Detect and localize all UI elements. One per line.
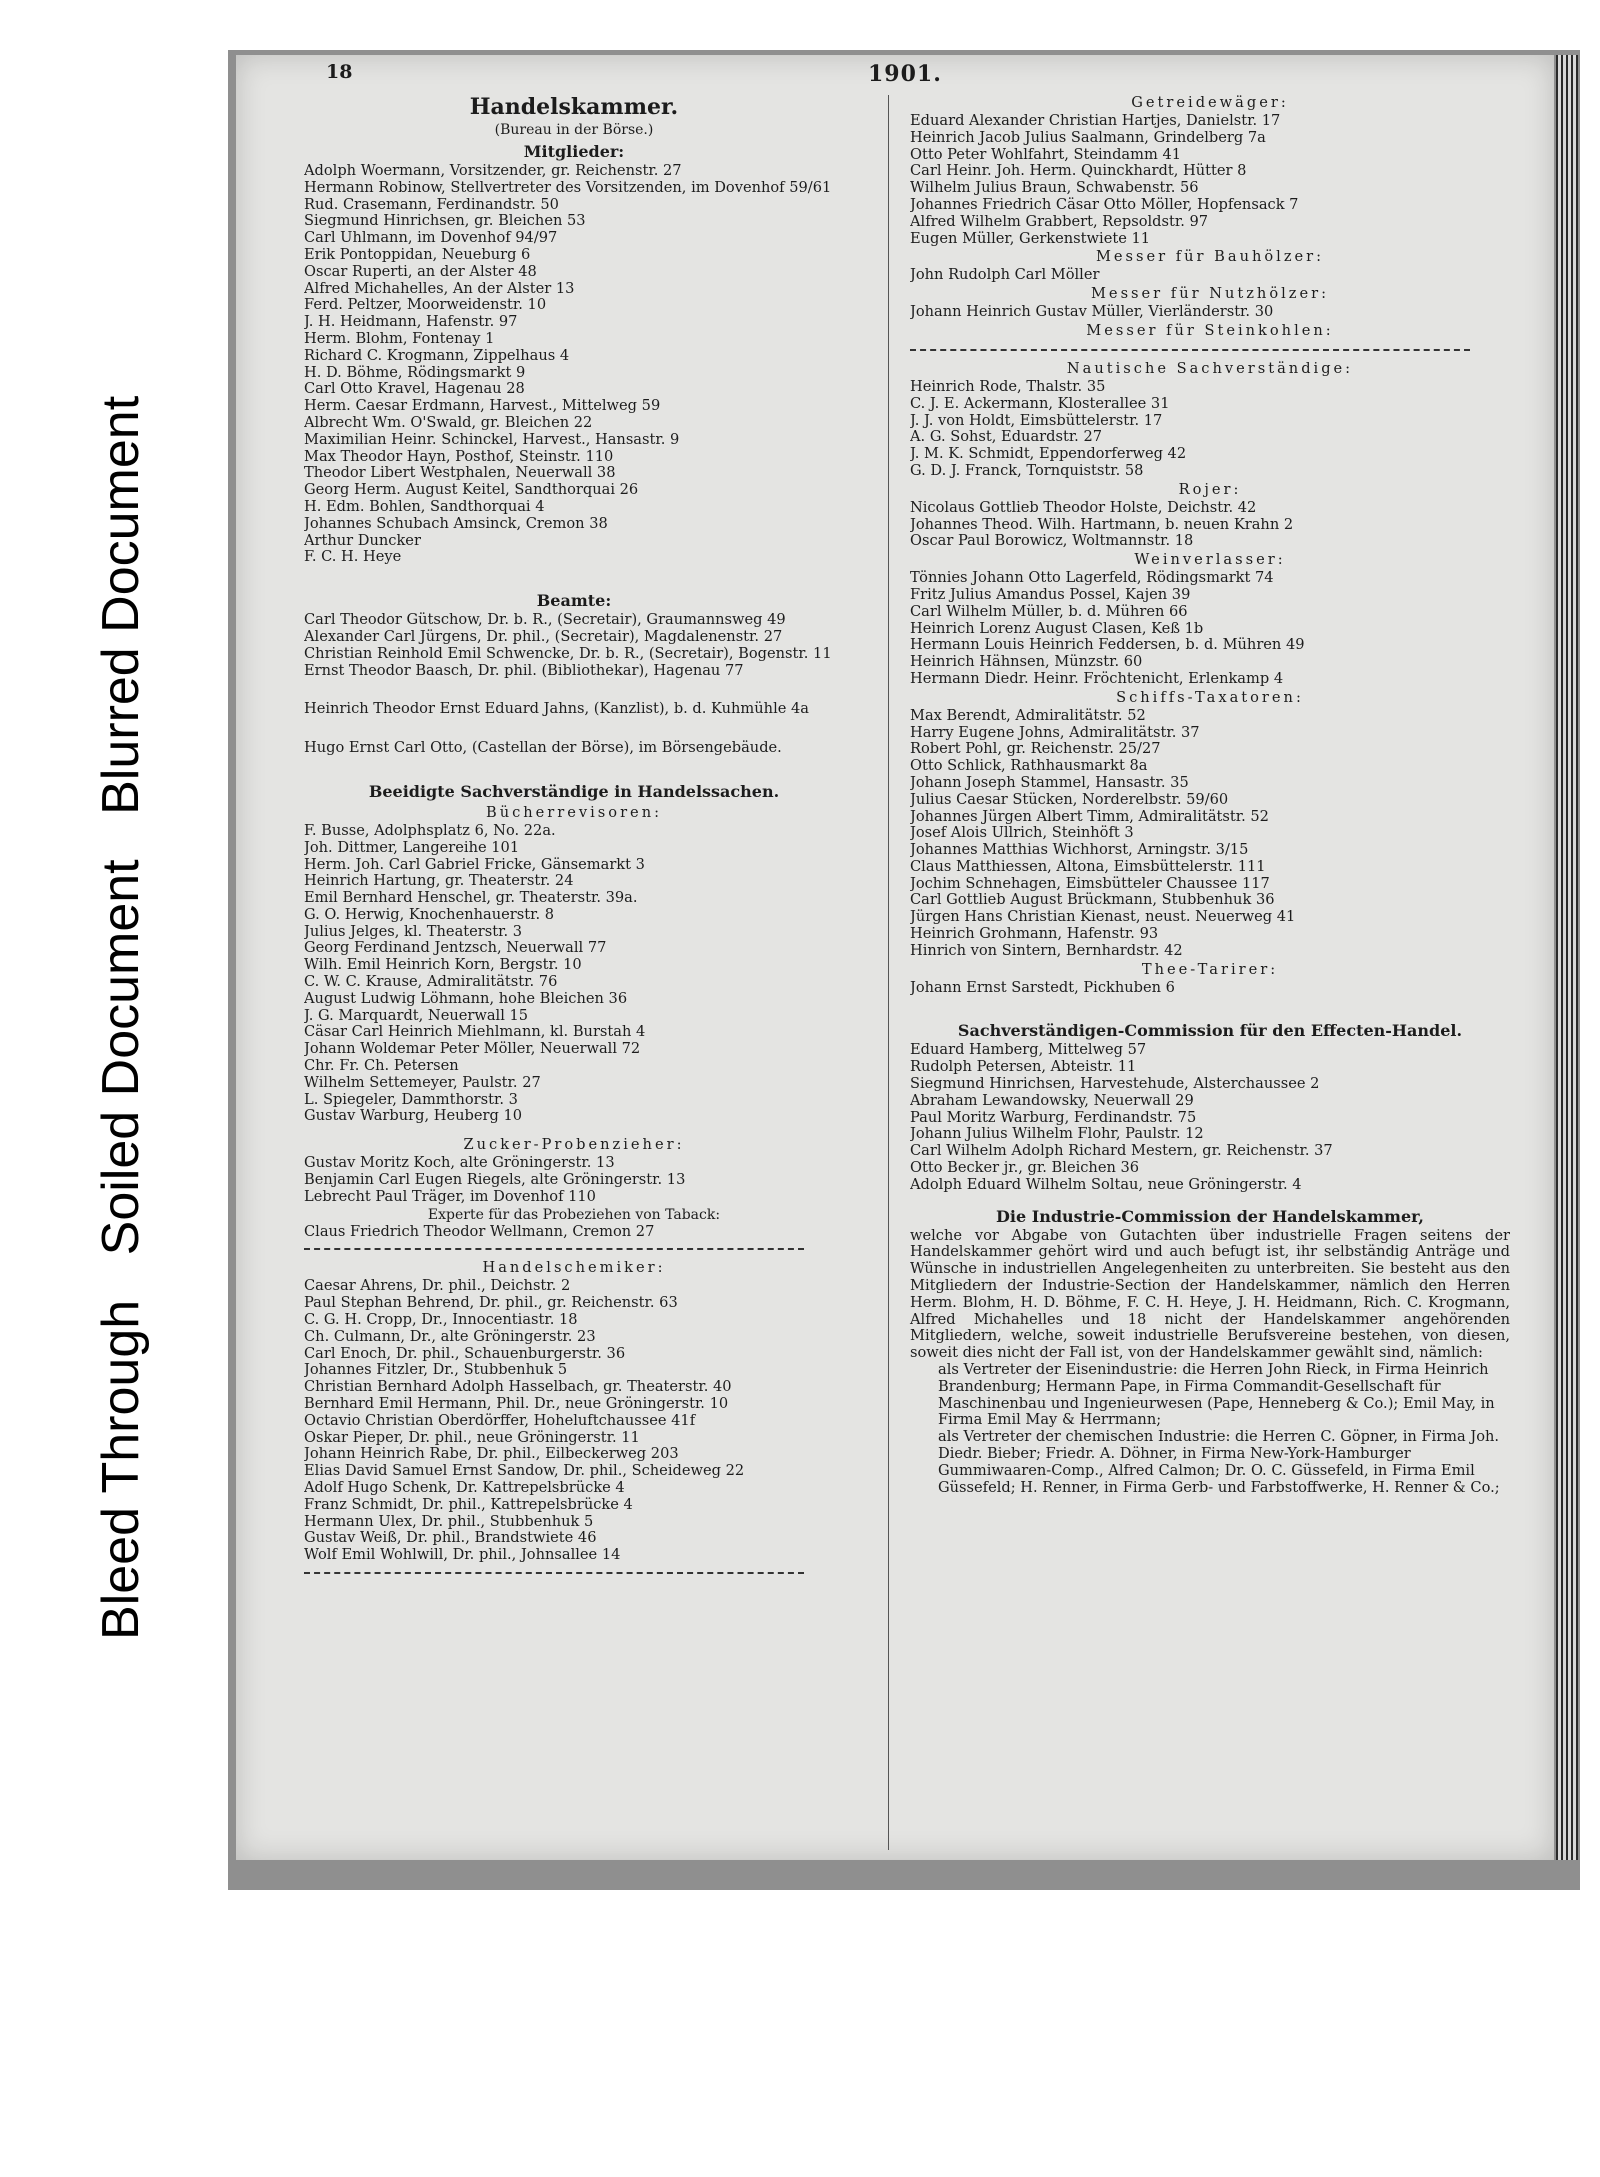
list-item: Carl Heinr. Joh. Herm. Quinckhardt, Hütter 8 xyxy=(910,163,1247,180)
industrie-text: welche vor Abgabe von Gutachten über industrielle Fragen seitens der Handelskammer gehört wird und auch befugt ist, ihr selbständig Anträge und Wünsche in industriellen Angelegenheiten zu unterbreiten. Sie besteht aus den Mitgliedern der Industrie-Section der Handelskammer, nämlich den Herren Herm. Blohm, H. D. Böhme, F. C. H. Heye, J. H. Heidmann, Rich. C. Krogmann, Alfred Michahelles und 18 nicht der Handelskammer angehörenden Mitgliedern, welche, soweit industrielle Berufsvereine bestehen, von diesen, soweit dies nicht der Fall ist, von der Handelskammer gewählt sind, nämlich: xyxy=(910,1226,1510,1362)
list-item: Elias David Samuel Ernst Sandow, Dr. phil., Scheideweg 22 xyxy=(304,1463,745,1480)
dashed-rule-bottom xyxy=(304,1572,804,1574)
list-item: Emil Bernhard Henschel, gr. Theaterstr. 39a. xyxy=(304,890,638,907)
list-item: als Vertreter der Eisenindustrie: die Herren John Rieck, in Firma Heinrich Brandenburg; Hermann Pape, in Firma Commandit-Gesellschaft für Maschinenbau und Ingenieurwesen (Pape, Henneberg & Co.); Emil May, in Firma Emil May & Herrmann; xyxy=(938,1361,1495,1429)
heading-taxatoren: Schiffs-Taxatoren: xyxy=(1116,688,1304,706)
heading-buecherrevisoren: Bücherrevisoren: xyxy=(485,803,663,821)
list-item: Robert Pohl, gr. Reichenstr. 25/27 xyxy=(910,741,1161,758)
list-item: Hermann Louis Heinrich Feddersen, b. d. Mühren 49 xyxy=(910,637,1305,654)
list-nautisch xyxy=(910,379,1510,480)
list-item: Georg Ferdinand Jentzsch, Neuerwall 77 xyxy=(304,940,607,957)
section-subtitle: (Bureau in der Börse.) xyxy=(494,122,654,138)
list-item: Jochim Schnehagen, Eimsbütteler Chaussee 117 xyxy=(910,875,1270,892)
label-soiled-document: Soiled Document xyxy=(92,859,150,1256)
list-item: Harry Eugene Johns, Admiralitätstr. 37 xyxy=(910,724,1200,741)
list-item: Benjamin Carl Eugen Riegels, alte Gröningerstr. 13 xyxy=(304,1172,686,1189)
list-item: Hermann Robinow, Stellvertreter des Vorsitzenden, im Dovenhof 59/61 xyxy=(304,179,832,196)
list-getreide xyxy=(910,113,1510,247)
list-item: Hinrich von Sintern, Bernhardstr. 42 xyxy=(910,942,1183,959)
list-item: Max Berendt, Admiralitätstr. 52 xyxy=(910,707,1146,724)
list-item: Heinrich Rode, Thalstr. 35 xyxy=(910,378,1106,395)
list-item: Carl Wilhelm Adolph Richard Mestern, gr. Reichenstr. 37 xyxy=(910,1143,1333,1160)
list-item: Johannes Jürgen Albert Timm, Admiralitätstr. 52 xyxy=(910,808,1269,825)
list-item: Heinrich Jacob Julius Saalmann, Grindelberg 7a xyxy=(910,129,1266,146)
heading-industrie: Die Industrie-Commission der Handelskammer, xyxy=(996,1206,1424,1226)
heading-bauhoelzer: Messer für Bauhölzer: xyxy=(1095,248,1325,266)
list-item: Johannes Schubach Amsinck, Cremon 38 xyxy=(304,515,608,532)
entry-castellan: Hugo Ernst Carl Otto, (Castellan der Börse), im Börsengebäude. xyxy=(304,740,782,757)
list-item: Wilhelm Julius Braun, Schwabenstr. 56 xyxy=(910,180,1199,197)
list-item: Franz Schmidt, Dr. phil., Kattrepelsbrücke 4 xyxy=(304,1496,633,1513)
label-bleed-through: Bleed Through xyxy=(92,1299,150,1640)
dashed-rule-steinkohlen xyxy=(910,349,1470,351)
list-item: G. O. Herwig, Knochenhauerstr. 8 xyxy=(304,906,555,923)
page-number: 18 xyxy=(326,61,353,83)
list-commission xyxy=(910,1042,1510,1193)
list-item: Chr. Fr. Ch. Petersen xyxy=(304,1058,459,1075)
list-item: Oscar Ruperti, an der Alster 48 xyxy=(304,263,537,280)
list-item: Johann Julius Wilhelm Flohr, Paulstr. 12 xyxy=(910,1126,1204,1143)
list-item: G. D. J. Franck, Tornquiststr. 58 xyxy=(910,462,1144,479)
list-item: Siegmund Hinrichsen, gr. Bleichen 53 xyxy=(304,213,586,230)
list-item: Claus Matthiessen, Altona, Eimsbüttelerstr. 111 xyxy=(910,858,1266,875)
list-item: Johannes Matthias Wichhorst, Arningstr. 3/15 xyxy=(910,842,1249,859)
list-buecherrevisoren xyxy=(304,823,844,1125)
list-item: Carl Otto Kravel, Hagenau 28 xyxy=(304,381,525,398)
list-item: Lebrecht Paul Träger, im Dovenhof 110 xyxy=(304,1188,596,1205)
list-mitglieder xyxy=(304,163,844,566)
list-item: Tönnies Johann Otto Lagerfeld, Rödingsmarkt 74 xyxy=(910,570,1274,587)
list-item: Theodor Libert Westphalen, Neuerwall 38 xyxy=(304,465,616,482)
column-divider xyxy=(888,95,889,1850)
list-weinverlasser xyxy=(910,570,1510,688)
list-item: Ernst Theodor Baasch, Dr. phil. (Bibliothekar), Hagenau 77 xyxy=(304,662,744,679)
document-page xyxy=(236,55,1554,1860)
page-year: 1901. xyxy=(868,61,942,87)
heading-weinverlasser: Weinverlasser: xyxy=(1134,551,1286,569)
heading-zucker: Zucker-Probenzieher: xyxy=(463,1136,685,1154)
page-edge xyxy=(1556,55,1578,1860)
list-item: Hermann Diedr. Heinr. Fröchtenicht, Erlenkamp 4 xyxy=(910,670,1284,687)
list-item: Eduard Alexander Christian Hartjes, Danielstr. 17 xyxy=(910,113,1281,129)
list-nutzhoelzer xyxy=(910,304,1510,321)
list-item: Georg Herm. August Keitel, Sandthorquai 26 xyxy=(304,482,639,499)
list-item: J. J. von Holdt, Eimsbüttelerstr. 17 xyxy=(910,412,1163,429)
list-item: Abraham Lewandowsky, Neuerwall 29 xyxy=(910,1092,1194,1109)
list-item: Eduard Hamberg, Mittelweg 57 xyxy=(910,1042,1147,1059)
entry-kanzlist: Heinrich Theodor Ernst Eduard Jahns, (Kanzlist), b. d. Kuhmühle 4a xyxy=(304,701,810,718)
list-item: H. Edm. Bohlen, Sandthorquai 4 xyxy=(304,498,545,515)
list-item: Adolph Woermann, Vorsitzender, gr. Reichenstr. 27 xyxy=(304,163,682,179)
list-item: Christian Bernhard Adolph Hasselbach, gr. Theaterstr. 40 xyxy=(304,1379,732,1396)
list-item: Cäsar Carl Heinrich Miehlmann, kl. Burstah 4 xyxy=(304,1024,646,1041)
list-item: Albrecht Wm. O'Swald, gr. Bleichen 22 xyxy=(304,414,593,431)
list-item: A. G. Sohst, Eduardstr. 27 xyxy=(910,429,1103,446)
list-item: als Vertreter der chemischen Industrie: die Herren C. Göpner, in Firma Joh. Diedr. Bieber; Friedr. A. Döhner, in Firma New-York-Hamburger Gummiwaaren-Comp., Alfred Calmon; Dr. O. C. Güssefeld, in Firma Emil Güssefeld; H. Renner, in Firma Gerb- und Farbstoffwerke, H. Renner & Co.; xyxy=(938,1428,1500,1496)
list-item: Arthur Duncker xyxy=(304,532,421,549)
list-item: Eugen Müller, Gerkenstwiete 11 xyxy=(910,230,1151,247)
list-item: John Rudolph Carl Möller xyxy=(910,267,1100,284)
list-item: Johannes Friedrich Cäsar Otto Möller, Hopfensack 7 xyxy=(910,196,1299,213)
list-item: L. Spiegeler, Dammthorstr. 3 xyxy=(304,1091,518,1108)
list-bauhoelzer xyxy=(910,267,1510,284)
list-item: Oscar Paul Borowicz, Woltmannstr. 18 xyxy=(910,533,1194,550)
list-item: Erik Pontoppidan, Neueburg 6 xyxy=(304,246,531,263)
list-item: Gustav Weiß, Dr. phil., Brandstwiete 46 xyxy=(304,1530,597,1547)
list-item: Johann Joseph Stammel, Hansastr. 35 xyxy=(910,774,1189,791)
list-item: Carl Wilhelm Müller, b. d. Mühren 66 xyxy=(910,603,1188,620)
list-zucker xyxy=(304,1155,844,1205)
list-item: Hermann Ulex, Dr. phil., Stubbenhuk 5 xyxy=(304,1513,594,1530)
list-item: Alfred Wilhelm Grabbert, Repsoldstr. 97 xyxy=(910,213,1209,230)
list-item: Herm. Joh. Carl Gabriel Fricke, Gänsemarkt 3 xyxy=(304,856,645,873)
list-item: Oskar Pieper, Dr. phil., neue Gröningerstr. 11 xyxy=(304,1429,640,1446)
list-thee xyxy=(910,980,1510,997)
list-item: Johann Heinrich Gustav Müller, Vierländerstr. 30 xyxy=(910,304,1274,321)
list-item: Max Theodor Hayn, Posthof, Steinstr. 110 xyxy=(304,448,614,465)
list-item: Johann Woldemar Peter Möller, Neuerwall 72 xyxy=(304,1041,641,1058)
list-item: Adolph Eduard Wilhelm Soltau, neue Gröningerstr. 4 xyxy=(910,1176,1302,1193)
label-blurred-document: Blurred Document xyxy=(92,395,150,815)
list-item: Adolf Hugo Schenk, Dr. Kattrepelsbrücke 4 xyxy=(304,1480,625,1496)
list-item: Heinrich Grohmann, Hafenstr. 93 xyxy=(910,926,1159,943)
list-item: Julius Caesar Stücken, Norderelbstr. 59/60 xyxy=(910,791,1229,808)
heading-steinkohlen: Messer für Steinkohlen: xyxy=(1086,321,1334,339)
list-item: C. W. C. Krause, Admiralitätstr. 76 xyxy=(304,974,558,991)
heading-sachverstaendige: Beeidigte Sachverständige in Handelssachen. xyxy=(368,781,780,801)
heading-getreide: Getreidewäger: xyxy=(1131,94,1289,111)
list-item: Carl Enoch, Dr. phil., Schauenburgerstr. 36 xyxy=(304,1345,626,1362)
list-item: Jürgen Hans Christian Kienast, neust. Neuerweg 41 xyxy=(910,909,1296,926)
list-item: Joh. Dittmer, Langereihe 101 xyxy=(304,839,520,856)
svg-text:Bleed Through Soiled D xyxy=(92,395,150,1640)
list-item: Bernhard Emil Hermann, Phil. Dr., neue Gröningerstr. 10 xyxy=(304,1396,729,1413)
list-chemiker xyxy=(304,1278,844,1564)
list-item: Otto Becker jr., gr. Bleichen 36 xyxy=(910,1160,1140,1177)
list-item: J. G. Marquardt, Neuerwall 15 xyxy=(304,1007,529,1024)
list-item: Alfred Michahelles, An der Alster 13 xyxy=(304,280,575,297)
list-item: August Ludwig Löhmann, hohe Bleichen 36 xyxy=(304,990,628,1007)
list-item: Carl Theodor Gütschow, Dr. b. R., (Secretair), Graumannsweg 49 xyxy=(304,612,786,629)
list-item: J. H. Heidmann, Hafenstr. 97 xyxy=(304,314,518,331)
list-item: Christian Reinhold Emil Schwencke, Dr. b. R., (Secretair), Bogenstr. 11 xyxy=(304,645,832,662)
list-item: Ch. Culmann, Dr., alte Gröningerstr. 23 xyxy=(304,1328,596,1345)
list-item: Wilh. Emil Heinrich Korn, Bergstr. 10 xyxy=(304,957,582,974)
list-beamte xyxy=(304,612,844,679)
list-item: Paul Stephan Behrend, Dr. phil., gr. Reichenstr. 63 xyxy=(304,1295,678,1312)
heading-chemiker: Handelschemiker: xyxy=(482,1259,666,1277)
list-item: Julius Jelges, kl. Theaterstr. 3 xyxy=(304,923,523,940)
list-item: Caesar Ahrens, Dr. phil., Deichstr. 2 xyxy=(304,1278,571,1295)
heading-thee: Thee-Tarirer: xyxy=(1141,960,1279,978)
list-item: Ferd. Peltzer, Moorweidenstr. 10 xyxy=(304,297,547,314)
heading-nutzhoelzer: Messer für Nutzhölzer: xyxy=(1090,285,1330,303)
list-item: Heinrich Hähnsen, Münzstr. 60 xyxy=(910,654,1143,671)
list-item: Otto Peter Wohlfahrt, Steindamm 41 xyxy=(910,146,1182,163)
list-item: Wolf Emil Wohlwill, Dr. phil., Johnsallee 14 xyxy=(304,1547,621,1564)
heading-tabak: Experte für das Probeziehen von Taback: xyxy=(427,1206,721,1223)
list-item: Carl Uhlmann, im Dovenhof 94/97 xyxy=(304,230,558,247)
heading-commission: Sachverständigen-Commission für den Effecten-Handel. xyxy=(957,1021,1463,1041)
list-item: Nicolaus Gottlieb Theodor Holste, Deichstr. 42 xyxy=(910,499,1257,516)
list-item: Gustav Moritz Koch, alte Gröningerstr. 13 xyxy=(304,1155,615,1172)
list-item: H. D. Böhme, Rödingsmarkt 9 xyxy=(304,364,526,381)
list-item: Paul Moritz Warburg, Ferdinandstr. 75 xyxy=(910,1109,1197,1126)
list-item: Johannes Fitzler, Dr., Stubbenhuk 5 xyxy=(304,1362,568,1379)
list-item: Herm. Blohm, Fontenay 1 xyxy=(304,330,495,347)
list-item: Heinrich Lorenz August Clasen, Keß 1b xyxy=(910,620,1204,637)
list-item: Alexander Carl Jürgens, Dr. phil., (Secretair), Magdalenenstr. 27 xyxy=(304,628,783,645)
list-tabak xyxy=(304,1224,844,1241)
list-item: C. J. E. Ackermann, Klosterallee 31 xyxy=(910,395,1170,412)
list-item: Josef Alois Ullrich, Steinhöft 3 xyxy=(910,825,1134,842)
heading-mitglieder: Mitglieder: xyxy=(523,142,625,161)
list-industrie xyxy=(910,1362,1510,1496)
dashed-rule xyxy=(304,1248,804,1250)
list-item: J. M. K. Schmidt, Eppendorferweg 42 xyxy=(910,446,1187,463)
list-item: Gustav Warburg, Heuberg 10 xyxy=(304,1108,523,1125)
sidebar-labels xyxy=(8,60,168,1660)
list-item: Herm. Caesar Erdmann, Harvest., Mittelweg 59 xyxy=(304,398,661,415)
list-rojer xyxy=(910,500,1510,550)
list-item: Maximilian Heinr. Schinckel, Harvest., Hansastr. 9 xyxy=(304,431,680,448)
list-item: Heinrich Hartung, gr. Theaterstr. 24 xyxy=(304,873,574,890)
list-item: Octavio Christian Oberdörffer, Hoheluftchaussee 41f xyxy=(304,1412,696,1429)
heading-beamte: Beamte: xyxy=(536,591,612,611)
list-item: C. G. H. Cropp, Dr., Innocentiastr. 18 xyxy=(304,1312,578,1329)
list-item: Otto Schlick, Rathhausmarkt 8a xyxy=(910,758,1148,775)
list-item: Fritz Julius Amandus Possel, Kajen 39 xyxy=(910,586,1191,603)
left-column xyxy=(304,93,844,1582)
list-item: Johannes Theod. Wilh. Hartmann, b. neuen Krahn 2 xyxy=(910,516,1294,533)
list-item: Wilhelm Settemeyer, Paulstr. 27 xyxy=(304,1074,541,1091)
list-item: Claus Friedrich Theodor Wellmann, Cremon 27 xyxy=(304,1223,655,1240)
heading-nautisch: Nautische Sachverständige: xyxy=(1066,359,1354,377)
list-item: F. C. H. Heye xyxy=(304,549,402,566)
list-item: Johann Ernst Sarstedt, Pickhuben 6 xyxy=(910,979,1175,996)
list-item: Carl Gottlieb August Brückmann, Stubbenhuk 36 xyxy=(910,892,1275,909)
list-item: Siegmund Hinrichsen, Harvestehude, Alsterchaussee 2 xyxy=(910,1076,1320,1093)
list-item: Rud. Crasemann, Ferdinandstr. 50 xyxy=(304,196,559,213)
list-item: Rudolph Petersen, Abteistr. 11 xyxy=(910,1059,1137,1076)
right-column xyxy=(910,93,1510,1496)
list-item: Johann Heinrich Rabe, Dr. phil., Eilbeckerweg 203 xyxy=(304,1446,679,1463)
list-item: F. Busse, Adolphsplatz 6, No. 22a. xyxy=(304,822,556,839)
list-taxatoren xyxy=(910,708,1510,960)
section-title-handelskammer: Handelskammer. xyxy=(469,94,679,120)
list-item: Richard C. Krogmann, Zippelhaus 4 xyxy=(304,347,570,364)
heading-rojer: Rojer: xyxy=(1178,480,1242,498)
